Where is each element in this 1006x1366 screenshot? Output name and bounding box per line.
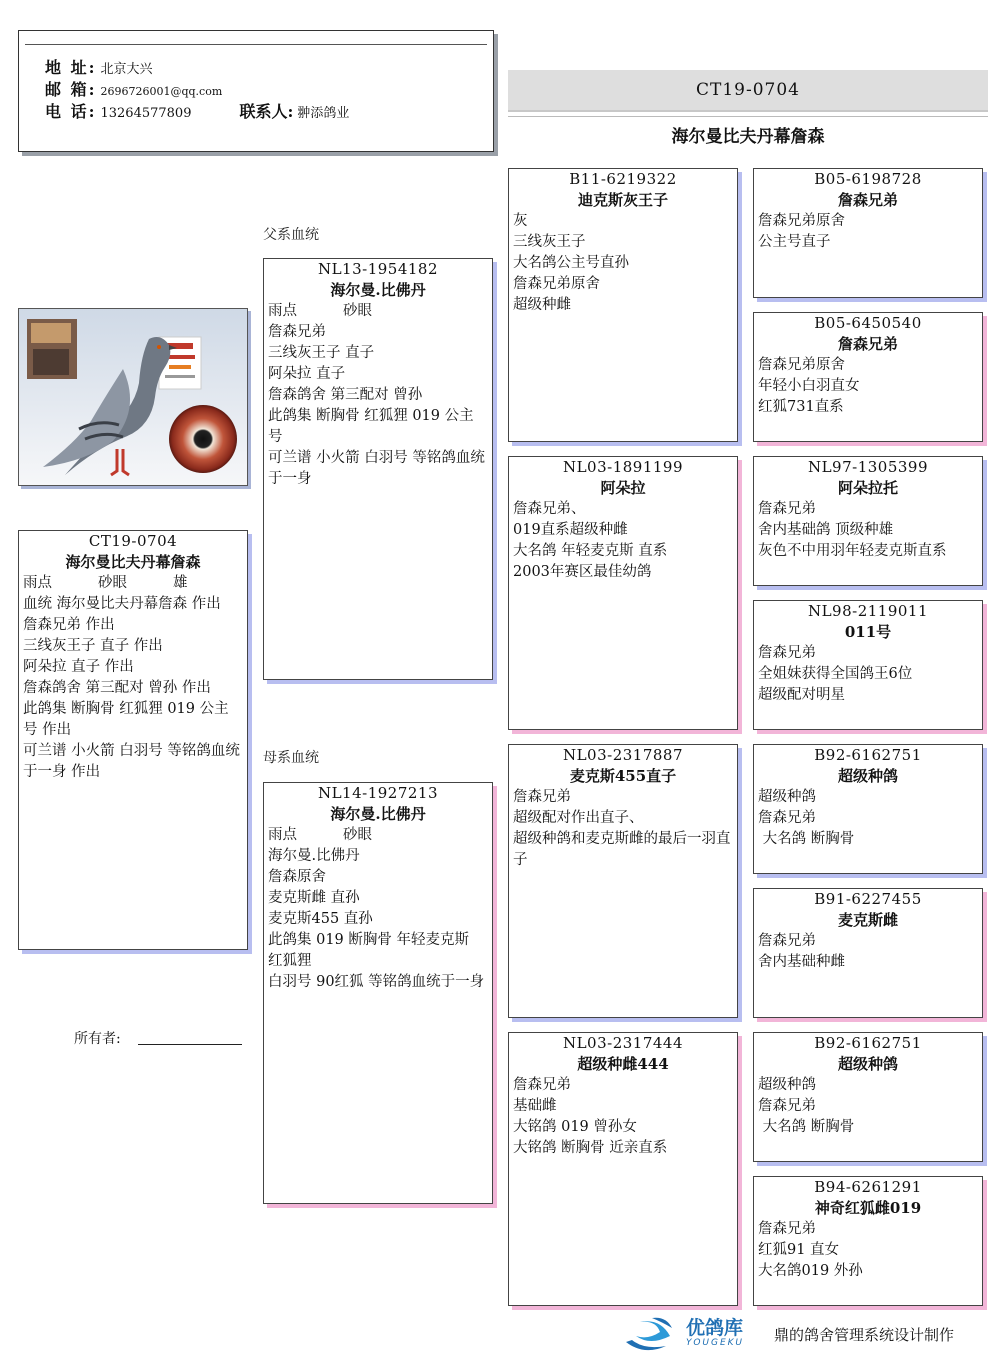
note-line: 詹森兄弟 bbox=[758, 1098, 816, 1114]
subject-card-name: 海尔曼比夫丹幕詹森 bbox=[65, 553, 201, 571]
note-line: 詹森兄弟 bbox=[758, 1221, 816, 1237]
email-label: 邮 箱: bbox=[45, 80, 97, 99]
note-line: 大名鸽 断胸骨 bbox=[758, 1119, 855, 1135]
note-line: 2003年赛区最佳幼鸽 bbox=[513, 564, 652, 580]
great-grandparent-card bbox=[753, 168, 983, 298]
card-name: 迪克斯灰王子 bbox=[577, 191, 668, 209]
note-line: 灰色不中用羽年轻麦克斯直系 bbox=[758, 543, 947, 559]
dam-section-label: 母系血统 bbox=[263, 750, 319, 766]
card-notes bbox=[509, 787, 737, 871]
note-line: 詹森原舍 bbox=[268, 869, 326, 885]
great-grandparent-card bbox=[753, 312, 983, 442]
swirl-logo-icon bbox=[622, 1312, 682, 1354]
great-grandparent-card bbox=[753, 744, 983, 874]
card-name: 超级种雌444 bbox=[577, 1055, 669, 1073]
card-notes bbox=[754, 1075, 982, 1138]
note-line: 大名鸽019 外孙 bbox=[758, 1263, 863, 1279]
note-line: 阿朵拉 直子 作出 bbox=[23, 659, 134, 675]
note-line: 此鸽集 断胸骨 红狐狸 019 公主号 作出 bbox=[23, 701, 229, 738]
email-value[interactable]: 2696726001@qq.com bbox=[100, 85, 223, 98]
attr-color: 雨点 bbox=[23, 575, 52, 591]
card-ring: B05-6198728 bbox=[814, 170, 922, 188]
note-line: 此鸽集 019 断胸骨 年轻麦克斯 红狐狸 bbox=[268, 932, 474, 969]
note-line: 可兰谱 小火箭 白羽号 等铭鸽血统于一身 作出 bbox=[23, 743, 240, 780]
card-name: 阿朵拉托 bbox=[837, 479, 898, 497]
contact-divider bbox=[25, 44, 487, 45]
note-line: 可兰谱 小火箭 白羽号 等铭鸽血统于一身 bbox=[268, 450, 485, 487]
card-ring: B92-6162751 bbox=[814, 746, 922, 764]
note-line: 019直系超级种雌 bbox=[513, 522, 628, 538]
note-line: 灰 bbox=[513, 213, 528, 229]
card-ring: B91-6227455 bbox=[814, 890, 922, 908]
owner-signature-line[interactable] bbox=[138, 1044, 242, 1045]
dam-notes bbox=[264, 846, 492, 993]
subject-card-notes bbox=[19, 594, 247, 783]
contact-person-value: 翀添鸽业 bbox=[297, 106, 350, 121]
card-ring: B92-6162751 bbox=[814, 1034, 922, 1052]
card-notes bbox=[509, 211, 737, 316]
note-line: 舍内基础种雌 bbox=[758, 954, 845, 970]
note-line: 三线灰王子 bbox=[513, 234, 586, 250]
note-line: 年轻小白羽直女 bbox=[758, 378, 860, 394]
contact-person-label: 联系人: bbox=[239, 102, 294, 121]
phone-value: 13264577809 bbox=[100, 106, 192, 121]
card-name: 超级种鸽 bbox=[837, 1055, 898, 1073]
granddam-maternal-card bbox=[508, 1032, 738, 1306]
attr-color: 雨点 bbox=[268, 827, 297, 843]
card-ring: NL98-2119011 bbox=[807, 602, 929, 620]
note-line: 詹森兄弟原舍 bbox=[513, 276, 600, 292]
note-line: 詹森兄弟 作出 bbox=[23, 617, 115, 633]
note-line: 超级种鸽 bbox=[758, 789, 816, 805]
note-line: 詹森兄弟 bbox=[268, 324, 326, 340]
card-name: 神奇红狐雌019 bbox=[814, 1199, 922, 1217]
card-ring: NL97-1305399 bbox=[807, 458, 929, 476]
note-line: 詹森兄弟、 bbox=[513, 501, 586, 517]
note-line: 詹森鸽舍 第三配对 曾孙 bbox=[268, 387, 423, 403]
brand-latin: YOUGEKU bbox=[686, 1338, 745, 1348]
dam-attrs bbox=[264, 825, 492, 846]
note-line: 超级配对明星 bbox=[758, 687, 845, 703]
card-ring: NL03-2317444 bbox=[562, 1034, 684, 1052]
card-ring: B05-6450540 bbox=[814, 314, 922, 332]
note-line: 大名鸽公主号直孙 bbox=[513, 255, 629, 271]
phone-label: 电 话: bbox=[45, 102, 97, 121]
phone-row bbox=[45, 99, 349, 122]
subject-card-ring: CT19-0704 bbox=[88, 532, 178, 550]
card-name: 超级种鸽 bbox=[837, 767, 898, 785]
note-line: 詹森兄弟 bbox=[758, 933, 816, 949]
pigeon-illustration bbox=[19, 309, 247, 485]
great-grandparent-card bbox=[753, 888, 983, 1018]
card-name: 麦克斯雌 bbox=[837, 911, 898, 929]
note-line: 公主号直子 bbox=[758, 234, 831, 250]
sire-card bbox=[263, 258, 493, 680]
card-name: 011号 bbox=[844, 623, 892, 641]
card-name: 詹森兄弟 bbox=[837, 191, 898, 209]
note-line: 阿朵拉 直子 bbox=[268, 366, 346, 382]
note-line: 红狐91 直女 bbox=[758, 1242, 840, 1258]
note-line: 大铭鸽 019 曾孙女 bbox=[513, 1119, 637, 1135]
card-ring: NL03-2317887 bbox=[562, 746, 684, 764]
brand-text bbox=[686, 1318, 744, 1348]
note-line: 詹森兄弟 bbox=[758, 645, 816, 661]
great-grandparent-card bbox=[753, 1032, 983, 1162]
email-row bbox=[45, 77, 222, 100]
card-name: 麦克斯455直子 bbox=[569, 767, 677, 785]
card-notes bbox=[754, 1219, 982, 1282]
card-notes bbox=[754, 355, 982, 418]
note-line: 全姐妹获得全国鸽王6位 bbox=[758, 666, 913, 682]
note-line: 麦克斯455 直孙 bbox=[268, 911, 373, 927]
attr-eye: 砂眼 bbox=[343, 827, 372, 843]
note-line: 血统 海尔曼比夫丹幕詹森 作出 bbox=[23, 596, 221, 612]
card-name: 詹森兄弟 bbox=[837, 335, 898, 353]
sire-attrs bbox=[264, 301, 492, 322]
note-line: 红狐731直系 bbox=[758, 399, 844, 415]
subject-card-attrs bbox=[19, 573, 247, 594]
contact-box bbox=[18, 30, 494, 152]
note-line: 三线灰王子 直子 作出 bbox=[23, 638, 163, 654]
sire-name: 海尔曼.比佛丹 bbox=[330, 281, 426, 299]
great-grandparent-card bbox=[753, 456, 983, 586]
card-ring: NL03-1891199 bbox=[562, 458, 684, 476]
note-line: 詹森兄弟 bbox=[758, 810, 816, 826]
note-line: 超级种鸽和麦克斯雌的最后一羽直子 bbox=[513, 831, 731, 868]
owner-label: 所有者: bbox=[74, 1031, 121, 1047]
card-notes bbox=[754, 931, 982, 973]
attr-sex: 雄 bbox=[173, 575, 188, 591]
card-name: 阿朵拉 bbox=[600, 479, 646, 497]
note-line: 超级种雌 bbox=[513, 297, 571, 313]
sire-section-label: 父系血统 bbox=[263, 227, 319, 243]
address-row bbox=[45, 55, 153, 78]
dam-ring: NL14-1927213 bbox=[317, 784, 439, 802]
card-notes bbox=[509, 499, 737, 583]
granddam-paternal-card bbox=[508, 456, 738, 730]
card-ring: B11-6219322 bbox=[569, 170, 677, 188]
note-line: 超级配对作出直子、 bbox=[513, 810, 644, 826]
note-line: 詹森兄弟原舍 bbox=[758, 213, 845, 229]
address-value: 北京大兴 bbox=[100, 62, 153, 77]
attr-eye: 砂眼 bbox=[98, 575, 127, 591]
note-line: 此鸽集 断胸骨 红狐狸 019 公主号 bbox=[268, 408, 474, 445]
address-label: 地 址: bbox=[45, 58, 97, 77]
dam-name: 海尔曼.比佛丹 bbox=[330, 805, 426, 823]
dam-card bbox=[263, 782, 493, 1204]
card-notes bbox=[754, 787, 982, 850]
design-credit: 鼎的鸽舍管理系统设计制作 bbox=[774, 1326, 955, 1344]
brand-logo bbox=[622, 1312, 744, 1354]
grandsire-paternal-card bbox=[508, 168, 738, 442]
attr-color: 雨点 bbox=[268, 303, 297, 319]
note-line: 詹森鸽舍 第三配对 曾孙 作出 bbox=[23, 680, 211, 696]
note-line: 白羽号 90红狐 等铭鸽血统于一身 bbox=[268, 974, 485, 990]
card-notes bbox=[509, 1075, 737, 1159]
sire-notes bbox=[264, 322, 492, 490]
card-notes bbox=[754, 211, 982, 253]
note-line: 超级种鸽 bbox=[758, 1077, 816, 1093]
note-line: 海尔曼.比佛丹 bbox=[268, 848, 360, 864]
grandsire-maternal-card bbox=[508, 744, 738, 1018]
card-notes bbox=[754, 643, 982, 706]
card-ring: B94-6261291 bbox=[814, 1178, 922, 1196]
card-notes bbox=[754, 499, 982, 562]
note-line: 三线灰王子 直子 bbox=[268, 345, 375, 361]
note-line: 詹森兄弟 bbox=[513, 1077, 571, 1093]
subject-card bbox=[18, 530, 248, 950]
note-line: 詹森兄弟 bbox=[758, 501, 816, 517]
subject-ring-banner: CT19-0704 bbox=[508, 70, 988, 112]
note-line: 大名鸽 断胸骨 bbox=[758, 831, 855, 847]
great-grandparent-card bbox=[753, 600, 983, 730]
note-line: 基础雌 bbox=[513, 1098, 557, 1114]
note-line: 詹森兄弟 bbox=[513, 789, 571, 805]
brand-name: 优鸽库 bbox=[686, 1317, 744, 1339]
attr-eye: 砂眼 bbox=[343, 303, 372, 319]
note-line: 舍内基础鸽 顶级种雄 bbox=[758, 522, 894, 538]
note-line: 麦克斯雌 直孙 bbox=[268, 890, 360, 906]
note-line: 大名鸽 年轻麦克斯 直系 bbox=[513, 543, 668, 559]
subject-name: 海尔曼比夫丹幕詹森 bbox=[671, 127, 825, 147]
sire-ring: NL13-1954182 bbox=[317, 260, 439, 278]
great-grandparent-card bbox=[753, 1176, 983, 1306]
title-divider bbox=[508, 116, 988, 117]
note-line: 詹森兄弟原舍 bbox=[758, 357, 845, 373]
pigeon-photo bbox=[18, 308, 248, 486]
note-line: 大铭鸽 断胸骨 近亲直系 bbox=[513, 1140, 668, 1156]
